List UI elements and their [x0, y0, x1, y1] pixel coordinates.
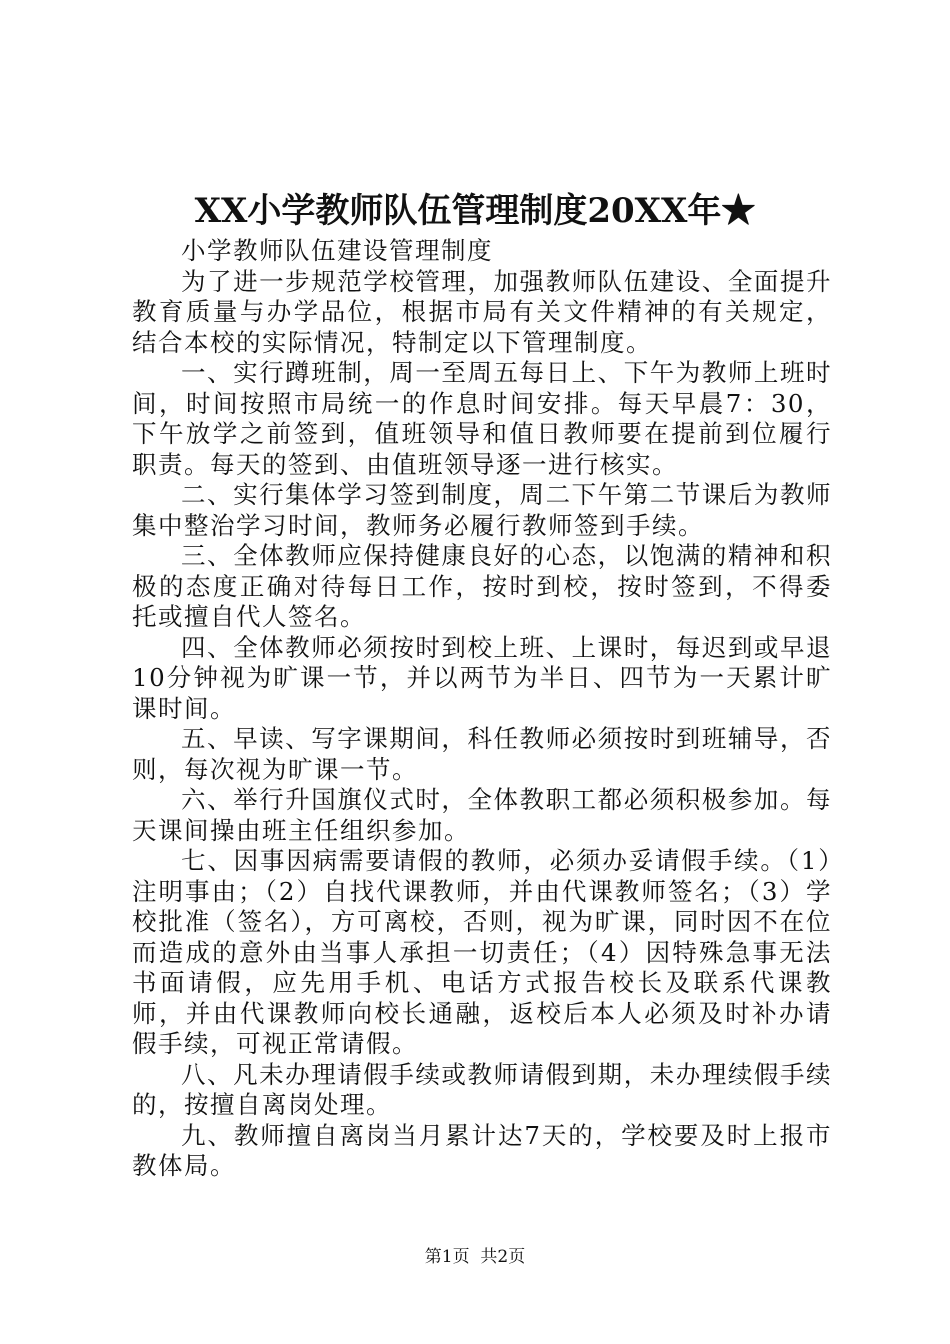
paragraph-rule-6: 六、举行升国旗仪式时，全体教职工都必须积极参加。每天课间操由班主任组织参加。 [132, 785, 832, 845]
paragraph-rule-2: 二、实行集体学习签到制度，周二下午第二节课后为教师集中整治学习时间，教师务必履行教师签到手续。 [132, 480, 832, 540]
paragraph-rule-1: 一、实行蹲班制，周一至周五每日上、下午为教师上班时间，时间按照市局统一的作息时间安排。每天早晨7：30，下午放学之前签到，值班领导和值日教师要在提前到位履行职责。每天的签到、由值班领导逐一进行核实。 [132, 358, 832, 479]
paragraph-rule-4: 四、全体教师必须按时到校上班、上课时，每迟到或早退10分钟视为旷课一节，并以两节为半日、四节为一天累计旷课时间。 [132, 632, 832, 723]
document-body [132, 236, 832, 1182]
document-title: XX小学教师队伍管理制度20XX年★ [194, 191, 756, 231]
paragraph-intro: 为了进一步规范学校管理，加强教师队伍建设、全面提升教育质量与办学品位，根据市局有关文件精神的有关规定，结合本校的实际情况，特制定以下管理制度。 [132, 266, 832, 357]
paragraph-rule-5: 五、早读、写字课期间，科任教师必须按时到班辅导，否则，每次视为旷课一节。 [132, 724, 832, 784]
paragraph-rule-9: 九、教师擅自离岗当月累计达7天的，学校要及时上报市教体局。 [132, 1120, 832, 1180]
page-number-footer: 第1页 共2页 [424, 1247, 526, 1267]
paragraph-rule-8: 八、凡未办理请假手续或教师请假到期，未办理续假手续的，按擅自离岗处理。 [132, 1059, 832, 1119]
paragraph-rule-7: 七、因事因病需要请假的教师，必须办妥请假手续。（1）注明事由；（2）自找代课教师，并由代课教师签名；（3）学校批准（签名），方可离校，否则，视为旷课，同时因不在位而造成的意外由当事人承担一切责任；（4）因特殊急事无法书面请假，应先用手机、电话方式报告校长及联系代课教师，并由代课教师向校长通融，返校后本人必须及时补办请假手续，可视正常请假。 [132, 846, 832, 1058]
paragraph-rule-3: 三、全体教师应保持健康良好的心态，以饱满的精神和积极的态度正确对待每日工作，按时到校，按时签到，不得委托或擅自代人签名。 [132, 541, 832, 631]
section-heading: 小学教师队伍建设管理制度 [181, 236, 493, 265]
